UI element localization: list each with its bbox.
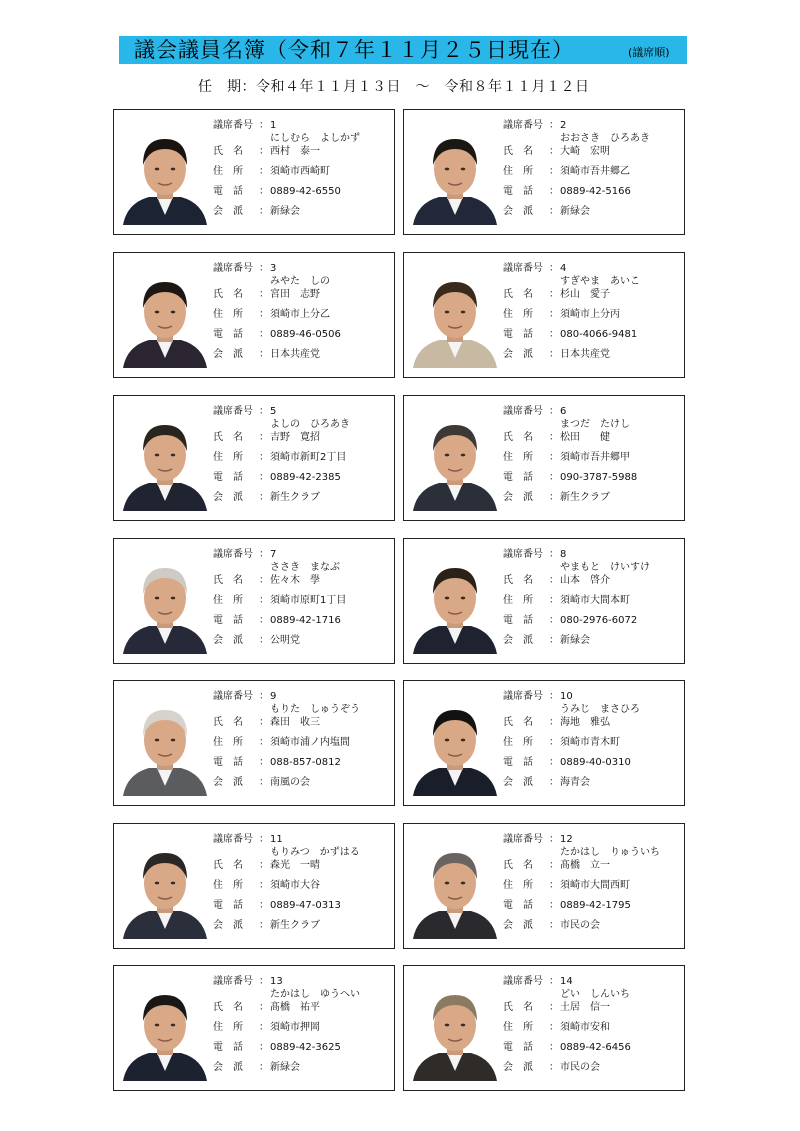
- member-faction: 新緑会: [270, 206, 300, 217]
- colon: ：: [259, 549, 269, 560]
- faction-label: 会 派: [503, 920, 533, 931]
- colon: ：: [549, 717, 559, 728]
- member-phone: 0889-42-6550: [270, 186, 341, 197]
- colon: ：: [549, 432, 559, 443]
- seat-label: 議席番号: [503, 549, 543, 560]
- member-kana: たかはし ゆうへい: [270, 989, 360, 1000]
- member-phone: 0889-42-5166: [560, 186, 631, 197]
- member-card: [113, 823, 395, 949]
- member-seat: 8: [560, 549, 567, 560]
- name-label: 氏 名: [503, 860, 533, 871]
- name-label: 氏 名: [213, 146, 243, 157]
- faction-label: 会 派: [213, 635, 243, 646]
- member-faction: 市民の会: [560, 920, 600, 931]
- colon: ：: [259, 120, 269, 131]
- member-photo: [119, 696, 211, 796]
- address-label: 住 所: [503, 1022, 533, 1033]
- phone-label: 電 話: [503, 186, 533, 197]
- colon: ：: [549, 406, 559, 417]
- address-label: 住 所: [503, 309, 533, 320]
- colon: ：: [549, 309, 559, 320]
- member-name: 山本 啓介: [560, 575, 610, 586]
- member-seat: 3: [270, 263, 277, 274]
- colon: ：: [259, 737, 269, 748]
- colon: ：: [549, 1062, 559, 1073]
- colon: ：: [549, 289, 559, 300]
- colon: ：: [549, 615, 559, 626]
- colon: ：: [549, 976, 559, 987]
- colon: ：: [259, 615, 269, 626]
- member-kana: ささき まなぶ: [270, 562, 340, 573]
- member-photo: [119, 268, 211, 368]
- colon: ：: [549, 595, 559, 606]
- name-label: 氏 名: [213, 860, 243, 871]
- member-card: [403, 538, 685, 664]
- colon: ：: [549, 329, 559, 340]
- member-faction: 公明党: [270, 635, 300, 646]
- colon: ：: [259, 976, 269, 987]
- member-name: 大崎 宏明: [560, 146, 610, 157]
- member-seat: 11: [270, 834, 283, 845]
- colon: ：: [549, 860, 559, 871]
- member-phone: 0889-42-3625: [270, 1042, 341, 1053]
- member-faction: 市民の会: [560, 1062, 600, 1073]
- member-photo: [409, 554, 501, 654]
- member-card: [113, 538, 395, 664]
- seat-label: 議席番号: [213, 263, 253, 274]
- phone-label: 電 話: [213, 757, 243, 768]
- colon: ：: [549, 737, 559, 748]
- faction-label: 会 派: [503, 635, 533, 646]
- member-kana: たかはし りゅういち: [560, 847, 660, 858]
- member-kana: もりた しゅうぞう: [270, 704, 360, 715]
- member-kana: おおさき ひろあき: [560, 133, 650, 144]
- colon: ：: [549, 880, 559, 891]
- member-faction: 新緑会: [270, 1062, 300, 1073]
- faction-label: 会 派: [503, 349, 533, 360]
- colon: ：: [549, 1022, 559, 1033]
- colon: ：: [259, 880, 269, 891]
- member-card: [113, 109, 395, 235]
- colon: ：: [259, 575, 269, 586]
- colon: ：: [549, 452, 559, 463]
- colon: ：: [259, 432, 269, 443]
- member-phone: 0889-42-1716: [270, 615, 341, 626]
- member-seat: 9: [270, 691, 277, 702]
- member-name: 佐々木 學: [270, 575, 320, 586]
- colon: ：: [259, 1062, 269, 1073]
- member-address: 須崎市浦ノ内塩間: [270, 737, 350, 748]
- colon: ：: [549, 635, 559, 646]
- faction-label: 会 派: [503, 777, 533, 788]
- member-card: [403, 680, 685, 806]
- member-seat: 2: [560, 120, 567, 131]
- colon: ：: [259, 166, 269, 177]
- colon: ：: [549, 206, 559, 217]
- member-faction: 日本共産党: [560, 349, 610, 360]
- member-name: 森光 一晴: [270, 860, 320, 871]
- phone-label: 電 話: [213, 329, 243, 340]
- colon: ：: [259, 146, 269, 157]
- member-phone: 080-2976-6072: [560, 615, 638, 626]
- member-name: 髙橋 立一: [560, 860, 610, 871]
- member-seat: 13: [270, 976, 283, 987]
- seat-label: 議席番号: [213, 549, 253, 560]
- faction-label: 会 派: [503, 206, 533, 217]
- seat-label: 議席番号: [213, 120, 253, 131]
- member-phone: 0889-42-2385: [270, 472, 341, 483]
- member-kana: にしむら よしかず: [270, 133, 360, 144]
- colon: ：: [259, 452, 269, 463]
- address-label: 住 所: [213, 595, 243, 606]
- term-line: 任 期：令和４年１１月１３日 ～ 令和８年１１月１２日: [198, 79, 590, 95]
- member-faction: 南風の会: [270, 777, 310, 788]
- member-photo: [409, 411, 501, 511]
- address-label: 住 所: [503, 452, 533, 463]
- address-label: 住 所: [213, 309, 243, 320]
- colon: ：: [259, 757, 269, 768]
- member-name: 土居 信一: [560, 1002, 610, 1013]
- faction-label: 会 派: [213, 920, 243, 931]
- member-kana: みやた しの: [270, 276, 330, 287]
- address-label: 住 所: [213, 1022, 243, 1033]
- address-label: 住 所: [213, 166, 243, 177]
- seat-label: 議席番号: [213, 976, 253, 987]
- member-name: 杉山 愛子: [560, 289, 610, 300]
- address-label: 住 所: [503, 166, 533, 177]
- colon: ：: [549, 166, 559, 177]
- address-label: 住 所: [213, 737, 243, 748]
- address-label: 住 所: [503, 880, 533, 891]
- member-kana: もりみつ かずはる: [270, 847, 360, 858]
- member-card: [403, 965, 685, 1091]
- colon: ：: [549, 549, 559, 560]
- member-address: 須崎市青木町: [560, 737, 620, 748]
- name-label: 氏 名: [213, 575, 243, 586]
- colon: ：: [259, 777, 269, 788]
- name-label: 氏 名: [213, 717, 243, 728]
- seat-label: 議席番号: [213, 834, 253, 845]
- faction-label: 会 派: [213, 206, 243, 217]
- member-faction: 新生クラブ: [270, 920, 320, 931]
- colon: ：: [259, 206, 269, 217]
- member-address: 須崎市吾井郷乙: [560, 166, 630, 177]
- member-seat: 5: [270, 406, 277, 417]
- member-faction: 海青会: [560, 777, 590, 788]
- colon: ：: [549, 349, 559, 360]
- phone-label: 電 話: [503, 1042, 533, 1053]
- member-kana: すぎやま あいこ: [560, 276, 640, 287]
- colon: ：: [259, 920, 269, 931]
- seat-label: 議席番号: [213, 406, 253, 417]
- member-address: 須崎市押岡: [270, 1022, 320, 1033]
- seat-label: 議席番号: [503, 120, 543, 131]
- colon: ：: [259, 1022, 269, 1033]
- phone-label: 電 話: [503, 472, 533, 483]
- colon: ：: [259, 349, 269, 360]
- phone-label: 電 話: [213, 1042, 243, 1053]
- faction-label: 会 派: [213, 1062, 243, 1073]
- address-label: 住 所: [213, 880, 243, 891]
- address-label: 住 所: [213, 452, 243, 463]
- member-photo: [409, 839, 501, 939]
- member-phone: 090-3787-5988: [560, 472, 638, 483]
- member-seat: 10: [560, 691, 573, 702]
- phone-label: 電 話: [213, 472, 243, 483]
- name-label: 氏 名: [213, 1002, 243, 1013]
- phone-label: 電 話: [213, 615, 243, 626]
- member-photo: [409, 268, 501, 368]
- phone-label: 電 話: [213, 186, 243, 197]
- member-kana: やまもと けいすけ: [560, 562, 650, 573]
- member-seat: 1: [270, 120, 277, 131]
- name-label: 氏 名: [503, 717, 533, 728]
- colon: ：: [259, 691, 269, 702]
- colon: ：: [549, 900, 559, 911]
- seat-label: 議席番号: [503, 834, 543, 845]
- address-label: 住 所: [503, 737, 533, 748]
- phone-label: 電 話: [503, 329, 533, 340]
- faction-label: 会 派: [213, 777, 243, 788]
- name-label: 氏 名: [503, 146, 533, 157]
- member-photo: [409, 125, 501, 225]
- member-card: [113, 252, 395, 378]
- member-name: 西村 泰一: [270, 146, 320, 157]
- faction-label: 会 派: [213, 349, 243, 360]
- member-name: 松田 健: [560, 432, 610, 443]
- member-faction: 新緑会: [560, 206, 590, 217]
- seat-label: 議席番号: [503, 406, 543, 417]
- member-card: [403, 252, 685, 378]
- member-kana: うみじ まさひろ: [560, 704, 640, 715]
- name-label: 氏 名: [503, 289, 533, 300]
- colon: ：: [259, 329, 269, 340]
- seat-label: 議席番号: [503, 976, 543, 987]
- member-phone: 0889-47-0313: [270, 900, 341, 911]
- member-address: 須崎市吾井郷甲: [560, 452, 630, 463]
- member-photo: [119, 554, 211, 654]
- phone-label: 電 話: [503, 615, 533, 626]
- member-address: 須崎市大間西町: [560, 880, 630, 891]
- member-name: 宮田 志野: [270, 289, 320, 300]
- member-card: [113, 395, 395, 521]
- colon: ：: [259, 289, 269, 300]
- colon: ：: [549, 186, 559, 197]
- phone-label: 電 話: [503, 900, 533, 911]
- colon: ：: [259, 717, 269, 728]
- colon: ：: [549, 575, 559, 586]
- member-card: [403, 823, 685, 949]
- colon: ：: [259, 635, 269, 646]
- colon: ：: [549, 691, 559, 702]
- colon: ：: [259, 1042, 269, 1053]
- colon: ：: [259, 186, 269, 197]
- seat-label: 議席番号: [213, 691, 253, 702]
- member-seat: 6: [560, 406, 567, 417]
- member-card: [403, 109, 685, 235]
- order-note: (議席順): [628, 46, 670, 59]
- member-name: 海地 雅弘: [560, 717, 610, 728]
- name-label: 氏 名: [213, 432, 243, 443]
- colon: ：: [259, 263, 269, 274]
- member-card: [403, 395, 685, 521]
- member-phone: 088-857-0812: [270, 757, 341, 768]
- member-photo: [119, 125, 211, 225]
- member-faction: 新生クラブ: [270, 492, 320, 503]
- member-seat: 7: [270, 549, 277, 560]
- colon: ：: [259, 595, 269, 606]
- member-kana: よしの ひろあき: [270, 419, 350, 430]
- colon: ：: [549, 263, 559, 274]
- member-card: [113, 965, 395, 1091]
- colon: ：: [549, 834, 559, 845]
- member-photo: [409, 696, 501, 796]
- colon: ：: [259, 900, 269, 911]
- colon: ：: [549, 146, 559, 157]
- colon: ：: [549, 1042, 559, 1053]
- colon: ：: [549, 920, 559, 931]
- name-label: 氏 名: [503, 1002, 533, 1013]
- colon: ：: [549, 120, 559, 131]
- seat-label: 議席番号: [503, 263, 543, 274]
- member-address: 須崎市原町1丁目: [270, 595, 347, 606]
- member-address: 須崎市新町2丁目: [270, 452, 347, 463]
- name-label: 氏 名: [213, 289, 243, 300]
- member-seat: 14: [560, 976, 573, 987]
- name-label: 氏 名: [503, 432, 533, 443]
- member-name: 吉野 寛招: [270, 432, 320, 443]
- colon: ：: [549, 777, 559, 788]
- page-title: 議会議員名簿（令和７年１１月２５日現在）: [134, 38, 574, 62]
- name-label: 氏 名: [503, 575, 533, 586]
- colon: ：: [549, 757, 559, 768]
- colon: ：: [259, 492, 269, 503]
- phone-label: 電 話: [213, 900, 243, 911]
- member-address: 須崎市西崎町: [270, 166, 330, 177]
- faction-label: 会 派: [503, 1062, 533, 1073]
- member-faction: 新緑会: [560, 635, 590, 646]
- colon: ：: [259, 834, 269, 845]
- member-phone: 0889-42-6456: [560, 1042, 631, 1053]
- member-card: [113, 680, 395, 806]
- member-faction: 日本共産党: [270, 349, 320, 360]
- member-address: 須崎市上分丙: [560, 309, 620, 320]
- colon: ：: [259, 1002, 269, 1013]
- member-photo: [409, 981, 501, 1081]
- phone-label: 電 話: [503, 757, 533, 768]
- address-label: 住 所: [503, 595, 533, 606]
- member-photo: [119, 981, 211, 1081]
- colon: ：: [549, 472, 559, 483]
- colon: ：: [259, 472, 269, 483]
- member-address: 須崎市大谷: [270, 880, 320, 891]
- member-address: 須崎市上分乙: [270, 309, 330, 320]
- member-phone: 080-4066-9481: [560, 329, 638, 340]
- member-phone: 0889-46-0506: [270, 329, 341, 340]
- member-kana: まつだ たけし: [560, 419, 630, 430]
- member-photo: [119, 839, 211, 939]
- member-faction: 新生クラブ: [560, 492, 610, 503]
- member-address: 須崎市大間本町: [560, 595, 630, 606]
- member-photo: [119, 411, 211, 511]
- faction-label: 会 派: [213, 492, 243, 503]
- member-phone: 0889-42-1795: [560, 900, 631, 911]
- seat-label: 議席番号: [503, 691, 543, 702]
- member-name: 髙橋 祐平: [270, 1002, 320, 1013]
- member-name: 森田 收三: [270, 717, 320, 728]
- member-phone: 0889-40-0310: [560, 757, 631, 768]
- member-address: 須崎市安和: [560, 1022, 610, 1033]
- colon: ：: [549, 492, 559, 503]
- faction-label: 会 派: [503, 492, 533, 503]
- member-seat: 4: [560, 263, 567, 274]
- colon: ：: [549, 1002, 559, 1013]
- member-seat: 12: [560, 834, 573, 845]
- member-kana: どい しんいち: [560, 989, 630, 1000]
- colon: ：: [259, 860, 269, 871]
- colon: ：: [259, 406, 269, 417]
- colon: ：: [259, 309, 269, 320]
